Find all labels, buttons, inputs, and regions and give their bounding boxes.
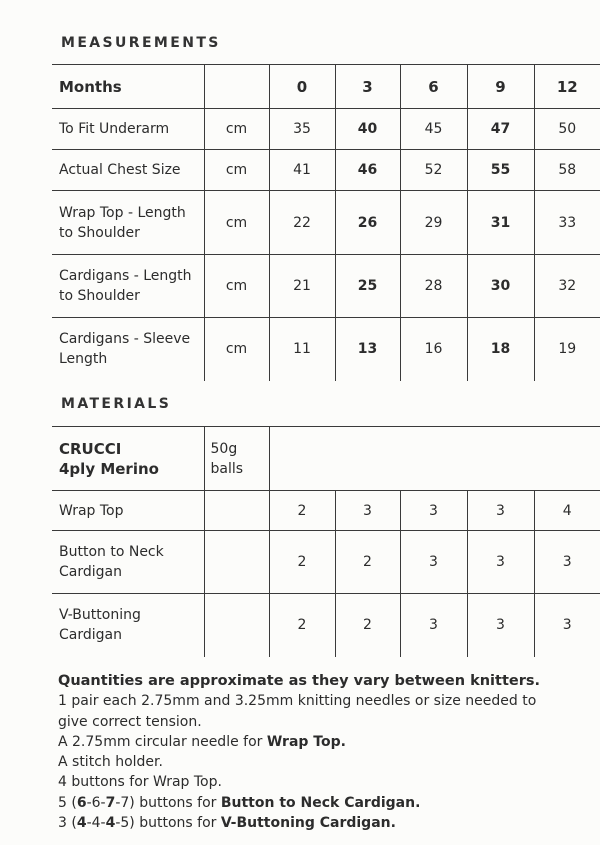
value-cell: 41: [269, 150, 335, 191]
row-label: [52, 594, 204, 657]
value-cell: 52: [400, 150, 467, 191]
value-cell: 32: [534, 255, 600, 318]
circular-needle-line: [58, 732, 540, 752]
row-label-line: V-Buttoning: [59, 607, 141, 624]
measurements-table: [52, 64, 600, 381]
ball-unit: balls: [210, 460, 244, 477]
row-label: To Fit Underarm: [52, 109, 204, 150]
col-header: 9: [467, 65, 534, 109]
value-cell: 3: [467, 491, 534, 531]
text-part: -4-: [86, 815, 106, 832]
col-header: 6: [400, 65, 467, 109]
value-cell: 47: [467, 109, 534, 150]
value-cell: 33: [534, 191, 600, 255]
value-cell: 29: [400, 191, 467, 255]
unit-cell: [204, 594, 269, 657]
value-cell: 58: [534, 150, 600, 191]
value-cell: 35: [269, 109, 335, 150]
unit-cell: cm: [204, 150, 269, 191]
table-row: [52, 191, 600, 255]
row-label: [52, 318, 204, 381]
value-cell: 46: [335, 150, 400, 191]
notes-heading: Quantities are approximate as they vary between knitters.: [58, 673, 541, 689]
unit-header: [204, 65, 269, 109]
v-buttons-line: [58, 813, 540, 833]
circular-needle-text: A 2.75mm circular needle for: [58, 733, 267, 750]
value-cell: 3: [400, 594, 467, 657]
unit-cell: cm: [204, 255, 269, 318]
circular-needle-target: Wrap Top.: [266, 733, 346, 750]
col-header: 0: [269, 65, 335, 109]
text-part: -6-: [86, 794, 106, 811]
materials-heading: MATERIALS: [61, 396, 172, 412]
row-label: Actual Chest Size: [52, 150, 204, 191]
table-row: [52, 531, 600, 594]
size-count-bold: 4: [76, 815, 87, 832]
value-cell: 16: [400, 318, 467, 381]
value-cell: 4: [534, 491, 600, 531]
size-count-bold: 6: [76, 794, 87, 811]
row-label-line: Cardigan: [59, 627, 122, 644]
value-cell: 18: [467, 318, 534, 381]
measurements-heading: MEASUREMENTS: [61, 35, 221, 51]
ball-weight: 50g: [210, 440, 238, 457]
value-cell: 25: [335, 255, 400, 318]
yarn-brand: CRUCCI: [59, 439, 122, 458]
value-cell: 3: [562, 617, 572, 634]
garment-name: V-Buttoning Cardigan.: [220, 815, 396, 832]
yarn-type: 4ply Merino: [59, 459, 159, 478]
table-row: [52, 255, 600, 318]
months-header: Months: [52, 65, 204, 109]
table-row: [52, 318, 600, 381]
col-header: 3: [335, 65, 400, 109]
value-cell: 2: [269, 491, 335, 531]
row-label-line: Length: [59, 351, 108, 368]
value-cell: 3: [400, 531, 467, 594]
needles-line: give correct tension.: [58, 713, 202, 730]
row-label: Wrap Top: [52, 491, 204, 531]
materials-table: [52, 426, 600, 657]
unit-cell: [204, 531, 269, 594]
row-label-line: Button to Neck: [59, 544, 164, 560]
value-cell: 21: [269, 255, 335, 318]
value-cell: 13: [335, 318, 400, 381]
neck-buttons-line: [58, 793, 540, 813]
unit-cell: cm: [204, 318, 269, 381]
value-cell: 26: [335, 191, 400, 255]
unit-cell: cm: [204, 191, 269, 255]
row-label-line: Cardigans - Length: [59, 268, 192, 284]
value-cell: 30: [467, 255, 534, 318]
row-label-line: to Shoulder: [59, 224, 140, 241]
table-row: [52, 491, 600, 531]
table-row: [52, 150, 600, 191]
value-cell: 3: [467, 594, 534, 657]
value-cell: 3: [467, 531, 534, 594]
row-label: [52, 255, 204, 318]
text-part: -5) buttons for: [115, 815, 221, 832]
text-part: -7) buttons for: [115, 794, 221, 811]
value-cell: 11: [269, 318, 335, 381]
row-label: [52, 531, 204, 594]
value-cell: 2: [335, 594, 400, 657]
row-label-line: to Shoulder: [59, 288, 140, 304]
garment-name: Button to Neck Cardigan.: [220, 794, 421, 811]
value-cell: 19: [558, 341, 577, 358]
value-cell: 3: [335, 491, 400, 531]
unit-cell: [204, 491, 269, 531]
unit-cell: cm: [204, 109, 269, 150]
value-cell: 2: [269, 594, 335, 657]
materials-notes: [58, 671, 540, 833]
needles-line: 1 pair each 2.75mm and 3.25mm knitting needles or size needed to: [58, 693, 537, 710]
row-label: [52, 191, 204, 255]
ball-size-header: [204, 427, 269, 491]
value-cell: 28: [400, 255, 467, 318]
table-header-row: [52, 65, 600, 109]
wrap-buttons-line: 4 buttons for Wrap Top.: [58, 774, 222, 791]
value-cell: 2: [335, 531, 400, 594]
size-count-bold: 7: [105, 794, 116, 811]
value-cell: 3: [400, 491, 467, 531]
value-cell: 2: [269, 531, 335, 594]
value-cell: 22: [269, 191, 335, 255]
row-label-line: Wrap Top - Length: [59, 204, 186, 221]
row-label-line: Cardigan: [59, 564, 122, 580]
value-cell: 45: [400, 109, 467, 150]
size-count-bold: 4: [105, 815, 116, 832]
text-part: 3 (: [58, 815, 77, 832]
value-cell: 55: [467, 150, 534, 191]
col-header: 12: [534, 65, 600, 109]
yarn-header: [52, 427, 204, 491]
table-row: [52, 109, 600, 150]
value-cell: 50: [534, 109, 600, 150]
value-cell: 3: [534, 531, 600, 594]
table-row: [52, 594, 600, 657]
value-cell: 40: [335, 109, 400, 150]
value-cell: 31: [467, 191, 534, 255]
table-header-row: [52, 427, 600, 491]
stitch-holder-line: A stitch holder.: [58, 754, 163, 771]
text-part: 5 (: [58, 794, 77, 811]
header-blank-cell: [269, 427, 600, 491]
row-label-line: Cardigans - Sleeve: [59, 331, 191, 348]
